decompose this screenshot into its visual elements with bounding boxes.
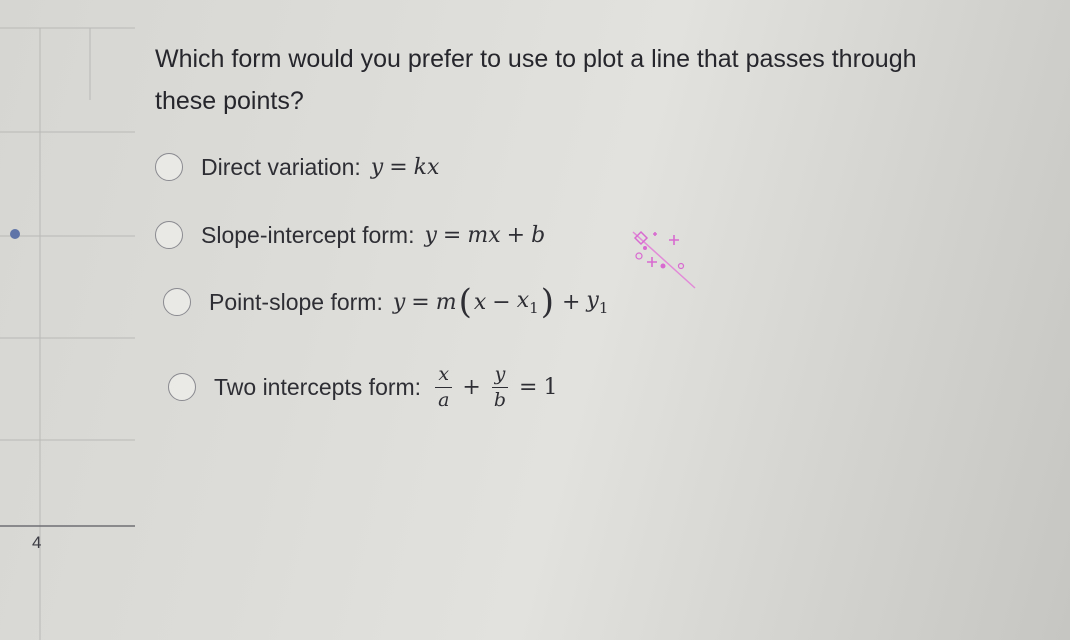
eq-term: b [531,222,546,248]
radio-button[interactable] [155,221,183,249]
equation [371,155,440,180]
denominator: b [493,388,507,411]
sparkle-decoration [625,226,705,296]
option-label: Direct variation: [201,153,361,180]
option-point-slope[interactable] [163,282,608,322]
eq-paren-close: ) [540,282,554,322]
eq-term: m [435,289,457,315]
fraction [435,364,452,411]
eq-term: y [392,289,406,315]
option-two-intercepts[interactable] [168,363,557,411]
option-label: Slope-intercept form: [201,221,415,248]
eq-subscripted-term [586,288,608,317]
eq-term: mx [467,222,501,248]
option-label: Point-slope form: [209,288,383,315]
eq-term: 1 [543,374,558,400]
denominator: a [438,388,450,411]
equation [431,364,557,411]
eq-term: x [516,287,530,313]
option-direct-variation[interactable] [155,147,439,187]
eq-term: y [586,287,599,313]
eq-paren-open: ( [458,282,472,322]
eq-operator: + [462,374,481,400]
numerator: x [435,364,452,388]
eq-term: y [424,222,437,248]
radio-button[interactable] [168,373,196,401]
eq-term: x [473,289,487,315]
fraction [491,364,509,411]
eq-operator: = [442,222,462,248]
question-text: Which form would you prefer to use to plot a line that passes through these points? [155,45,917,115]
eq-operator: = [411,289,430,315]
option-slope-intercept[interactable] [155,215,545,255]
eq-term: kx [413,154,440,180]
eq-operator: + [561,289,581,315]
radio-button[interactable] [155,153,183,181]
coordinate-graph [0,0,135,640]
numerator: y [492,364,509,388]
eq-subscript: 1 [529,298,539,317]
eq-subscripted-term [517,288,539,317]
eq-operator: + [506,222,526,248]
eq-operator: = [389,154,408,180]
equation [424,223,545,248]
radio-button[interactable] [163,288,191,316]
option-label: Two intercepts form: [214,373,422,400]
eq-term: y [370,154,384,180]
equation [392,282,609,322]
plotted-point [10,229,20,239]
eq-operator: = [519,374,538,400]
axis-tick-label: 4 [32,533,42,552]
eq-operator: − [492,289,511,315]
eq-subscript: 1 [598,298,609,317]
